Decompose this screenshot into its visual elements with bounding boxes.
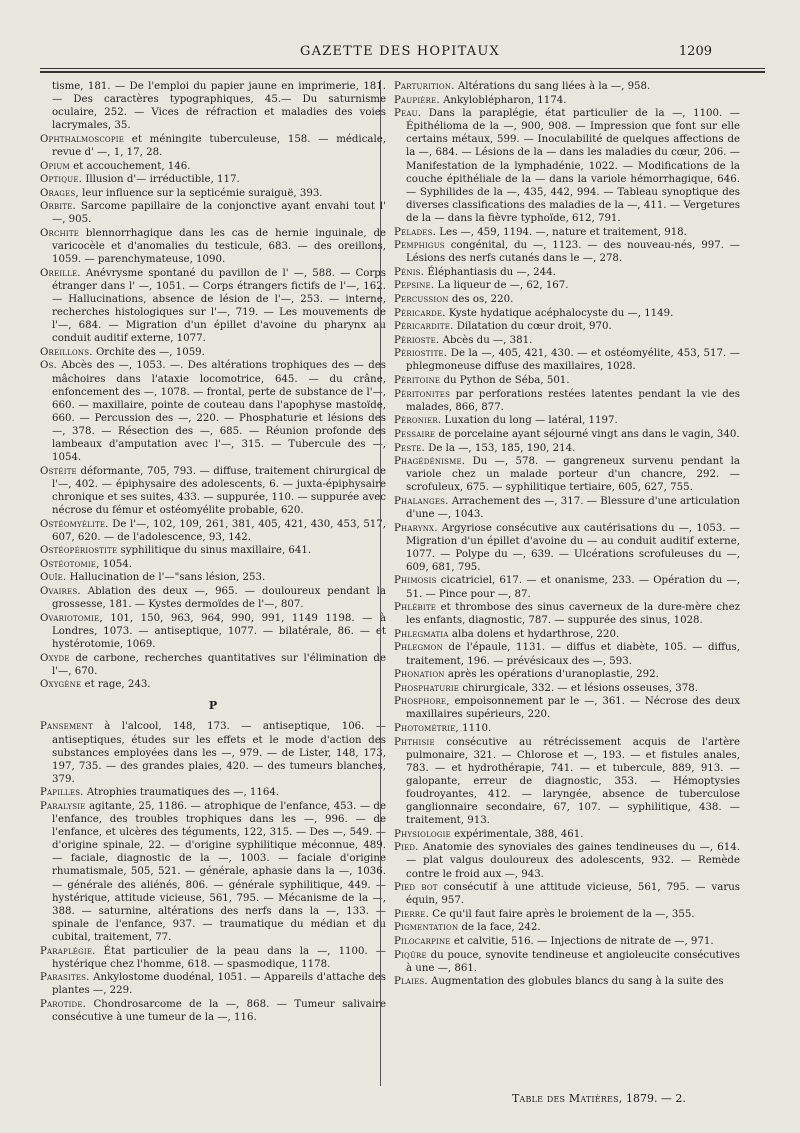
entry-keyword: Pierre. xyxy=(394,908,430,920)
index-entry xyxy=(394,628,740,641)
index-entry xyxy=(394,279,740,292)
entry-text: consécutive au rétrécissement acquis de l'artère pulmonaire, 321. — Chlorose et —, 193. — et fistules anales, 783. — et hydrothérapie, 741. — et tubercule, 889, 913. — galopante, erreur de diagnostic, 353. — Hémoptysies foudroyantes, 412. — laryngée, absence de tuberculose ganglionnaire secondaire, 67, 107. — syphilitique, 438. — traitement, 913. xyxy=(406,736,740,827)
index-entry xyxy=(40,998,386,1024)
index-entry xyxy=(40,652,386,678)
journal-title: GAZETTE DES HOPITAUX xyxy=(300,44,500,59)
entry-keyword: Phlébite xyxy=(394,602,437,614)
entry-keyword: Phosphaturie xyxy=(394,682,460,694)
index-entry xyxy=(394,682,740,695)
index-entry xyxy=(394,722,740,735)
entry-keyword: Papilles. xyxy=(40,787,84,799)
entry-text: et thrombose des sinus caverneux de la dure-mère chez les enfants, diagnostic, 787. — suppurée des sinus, 1028. xyxy=(406,602,740,627)
entry-keyword: Oxygène xyxy=(40,679,82,691)
entry-keyword: Phlegmatia xyxy=(394,628,449,640)
index-entry xyxy=(40,720,386,785)
index-entry xyxy=(394,921,740,934)
index-entry xyxy=(394,975,740,988)
index-entry xyxy=(394,266,740,279)
right-column xyxy=(394,80,740,989)
index-entry xyxy=(394,668,740,681)
index-entry xyxy=(40,187,386,200)
entry-keyword: Ostéotomie, xyxy=(40,558,100,570)
footer-text: 1879. — 2. xyxy=(622,1092,686,1105)
entry-keyword: Oreillons. xyxy=(40,346,93,358)
entry-text: de carbone, recherches quantitatives sur l'élimination de l'—, 670. xyxy=(52,652,386,677)
entry-text: Dilatation du cœur droit, 970. xyxy=(453,321,612,333)
entry-text: Ankylostome duodénal, 1051. — Appareils d'attache des plantes —, 229. xyxy=(52,972,386,997)
entry-keyword: Parotide. xyxy=(40,998,87,1010)
entry-keyword: Ovariotomie, xyxy=(40,612,103,624)
index-entry xyxy=(394,320,740,333)
index-entry xyxy=(394,601,740,627)
column-divider xyxy=(380,80,381,1086)
entry-text: 1110. xyxy=(458,723,492,734)
entry-text: et rage, 243. xyxy=(81,679,151,691)
index-entry xyxy=(394,455,740,494)
entry-text: cicatriciel, 617. — et onanisme, 233. — Opération du —, 51. — Pince pour —, 87. xyxy=(406,575,740,600)
entry-text: par perforations restées latentes pendant la vie des malades, 866, 877. xyxy=(406,388,740,413)
entry-keyword: Peau. xyxy=(394,108,422,120)
index-entry xyxy=(394,374,740,387)
entry-text: empoisonnement par le —, 361. — Nécrose des deux maxillaires supérieurs, 220. xyxy=(406,696,740,721)
index-entry xyxy=(394,574,740,600)
entry-keyword: Optique. xyxy=(40,174,83,186)
entry-keyword: Os. xyxy=(40,360,57,372)
entry-keyword: Physiologie xyxy=(394,828,451,840)
entry-keyword: Piqûre xyxy=(394,949,427,961)
entry-text: De la —, 405, 421, 430. — et ostéomyélite, 453, 517. — phlegmoneuse diffuse des maxillaires, 1028. xyxy=(406,348,740,373)
entry-text: Anatomie des synoviales des gaines tendineuses du —, 614. — plat valgus douloureux des adolescents, 932. — Remède contre le froid aux —, 943. xyxy=(406,842,740,880)
entry-text: expérimentale, 388, 461. xyxy=(450,828,584,840)
entry-keyword: Phosphore, xyxy=(394,696,450,708)
entry-keyword: Périoste. xyxy=(394,334,440,346)
entry-keyword: Pharynx. xyxy=(394,522,438,534)
entry-text: à l'alcool, 148, 173. — antiseptique, 106. — antiseptiques, études sur les effets et le mode d'action des substances employées dans les —, 979. — de Lister, 148, 173, 197, 735. — des grandes plaies, 420. — des tumeurs blanches, 379. xyxy=(52,721,386,785)
entry-text: Anévrysme spontané du pavillon de l' —, 588. — Corps étranger dans l' —, 1051. — Corps étrangers fictifs de l'—, 162. — Hallucinations, absence de lésion de l'—, 253. — interne, recherches histologiques sur l'—, 719. — Les mouvements de l'—, 684. — Migration d'un épillet d'avoine du pharynx au conduit auditif externe, 1077. xyxy=(52,267,386,345)
entry-keyword: Phimosis xyxy=(394,575,437,587)
entry-text: syphilitique du sinus maxillaire, 641. xyxy=(117,545,312,557)
index-entry xyxy=(394,293,740,306)
index-entry xyxy=(394,641,740,667)
entry-keyword: Peste. xyxy=(394,442,425,454)
entry-text: Du —, 578. — gangreneux survenu pendant la variole chez un malade porteur d'un chancre, 292. — scrofuleux, 675. — syphilitique tertiaire, 605, 627, 755. xyxy=(406,456,740,494)
entry-keyword: Ophthalmoscopie xyxy=(40,133,125,145)
index-entry xyxy=(40,945,386,971)
entry-text: Dans la paraplégie, état particulier de la —, 1100. — Épithélioma de la —, 900, 908. — Impression que font sur elle certains métaux, 599. — Inoculabilité de quelques affections de la —, 684. — Lésions de la — dans les maladies du cœur, 206. — Manifestation de la lymphadénie, 1022. — Modifications de la couche épithéliale de la — dans la variole hémorrhagique, 646. — Syphilides de la —, 435, 442, 994. — Tableau synoptique des diverses classifications des maladies de la —, 411. — Vergetures de la — dans la fièvre typhoïde, 612, 791. xyxy=(406,108,740,224)
entry-keyword: Opium xyxy=(40,160,70,172)
index-entry xyxy=(394,949,740,975)
entry-text: de la face, 242. xyxy=(458,922,541,934)
index-entry xyxy=(394,442,740,455)
index-entry xyxy=(394,428,740,441)
entry-keyword: Oxyde xyxy=(40,652,70,664)
entry-keyword: Pelades. xyxy=(394,226,437,238)
entry-text: Orchite des —, 1059. xyxy=(92,346,205,358)
index-entry xyxy=(40,267,386,346)
index-entry xyxy=(40,200,386,226)
index-entry xyxy=(394,828,740,841)
entry-text: Les —, 459, 1194. —, nature et traitement, 918. xyxy=(436,226,687,238)
entry-text: Ablation des deux —, 965. — douloureux pendant la grossesse, 181. — Kystes dermoïdes de l'—, 807. xyxy=(52,586,386,611)
entry-text: après les opérations d'uranoplastie, 292. xyxy=(444,669,659,681)
index-entry xyxy=(394,307,740,320)
index-entry xyxy=(394,495,740,521)
entry-text: La liqueur de —, 62, 167. xyxy=(434,280,569,292)
index-entry xyxy=(394,388,740,414)
index-entry xyxy=(394,347,740,373)
entry-text: Sarcome papillaire de la conjonctive ayant envahi tout l' —, 905. xyxy=(52,201,386,226)
entry-keyword: Pemphigus xyxy=(394,240,445,252)
entry-keyword: Phagédénisme. xyxy=(394,456,466,468)
entry-text: Illusion d'— irréductible, 117. xyxy=(82,174,240,186)
entry-text: État particulier de la peau dans la —, 1100. — hystérique chez l'homme, 618. — spasmodique, 1178. xyxy=(52,945,386,970)
entry-text: blennorrhagique dans les cas de hernie inguinale, de varicocèle et d'anomalies du testicule, 683. — des oreillons, 1059. — parenchymateuse, 1090. xyxy=(52,228,386,266)
entry-keyword: Plaies. xyxy=(394,976,428,988)
header-rule-thin xyxy=(40,68,765,69)
index-entry xyxy=(40,612,386,651)
index-entry xyxy=(394,881,740,907)
entry-keyword: Pied bot xyxy=(394,882,438,894)
entry-keyword: Phalanges. xyxy=(394,495,449,507)
entry-text: Chondrosarcome de la —, 868. — Tumeur salivaire consécutive à une tumeur de la —, 116. xyxy=(52,998,386,1023)
entry-text: Hallucination de l'—"sans lésion, 253. xyxy=(66,572,266,584)
entry-keyword: Péritonites xyxy=(394,388,451,400)
index-entry xyxy=(40,786,386,799)
index-entry xyxy=(40,971,386,997)
entry-keyword: Péricardite. xyxy=(394,321,454,333)
entry-keyword: Pénis. xyxy=(394,266,425,278)
entry-text: consécutif à une attitude vicieuse, 561, 795. — varus équin, 957. xyxy=(406,882,740,907)
index-entry xyxy=(394,107,740,225)
entry-keyword: Pilocarpine xyxy=(394,936,451,947)
index-entry xyxy=(394,522,740,574)
index-entry xyxy=(40,346,386,359)
entry-keyword: Ouïe. xyxy=(40,572,67,584)
entry-text: et méningite tuberculeuse, 158. — médicale, revue d' —, 1, 17, 28. xyxy=(52,133,386,158)
entry-keyword: Pansement xyxy=(40,721,93,733)
entry-keyword: Photométrie, xyxy=(394,723,459,734)
entry-keyword: Paupière. xyxy=(394,94,440,106)
entry-keyword: Orages, xyxy=(40,187,79,199)
entry-keyword: Phlegmon xyxy=(394,642,443,654)
entry-text: Luxation du long — latéral, 1197. xyxy=(441,415,618,427)
entry-text: De la —, 153, 185, 190, 214. xyxy=(424,442,576,454)
index-entry xyxy=(40,544,386,557)
entry-text: et calvitie, 516. — Injections de nitrate de —, 971. xyxy=(450,936,714,947)
entry-text: et accouchement, 146. xyxy=(69,160,191,172)
index-entry xyxy=(40,160,386,173)
page-header xyxy=(0,44,800,66)
page-footer xyxy=(512,1092,686,1105)
left-column xyxy=(40,80,386,1025)
entry-keyword: Pepsine. xyxy=(394,280,435,292)
entry-text: 1054. xyxy=(99,558,132,570)
index-entry xyxy=(40,518,386,544)
entry-text: Éléphantiasis du —, 244. xyxy=(424,266,556,278)
entry-text: Abcès des —, 1053. —. Des altérations trophiques des — des mâchoires dans l'ataxie locomotrice, 645. — du crâne, enfoncement des —, 1078. — frontal, perte de substance de l'—, 660. — maxillaire, pointe de couteau dans l'apophyse mastoïde, 660. — Percussion des —, 220. — Phosphaturie et lésions des —, 378. — Résection des —, 685. — Réunion profonde des lambeaux d'amputation avec l'—, 315. — Tubercule des —, 1054. xyxy=(52,360,386,464)
header-rule-thick xyxy=(40,71,765,73)
entry-keyword: Pigmentation xyxy=(394,922,459,934)
entry-text: Ce qu'il faut faire après le broiement de la —, 355. xyxy=(429,908,695,920)
entry-keyword: Paraplégie. xyxy=(40,945,96,957)
entry-text: agitante, 25, 1186. — atrophique de l'enfance, 453. — de l'enfance, des troubles trophiques dans les —, 996. — de l'enfance, et ulcères des téguments, 122, 315. — Des —, 549. — d'origine spinale, 22. — d'origine syphilitique méconnue, 489. — faciale, diagnostic de la —, 1003. — faciale d'origine rhumatismale, 505, 521. — générale, aphasie dans la —, 1036. — générale des aliénés, 806. — générale syphilitique, 449. — hystérique, attitude vicieuse, 561, 795. — Mécanisme de la —, 388. — saturnine, altérations des nerfs dans la —, 133. — spinale de l'enfance, 937. — traumatique du médian et du cubital, traitement, 77. xyxy=(52,800,386,943)
entry-keyword: Parasites. xyxy=(40,972,90,984)
entry-keyword: Ostéite xyxy=(40,465,77,477)
section-letter: P xyxy=(208,699,218,713)
entry-text: Kyste hydatique acéphalocyste du —, 1149. xyxy=(445,307,674,319)
index-entry xyxy=(394,94,740,107)
entry-text: Augmentation des globules blancs du sang à la suite des xyxy=(427,976,724,988)
index-entry xyxy=(40,80,386,132)
entry-text: des os, 220. xyxy=(448,294,514,305)
index-entry xyxy=(394,80,740,93)
entry-keyword: Périostite. xyxy=(394,348,448,360)
entry-text: Altérations du sang liées à la —, 958. xyxy=(454,81,651,92)
footer-label: Table des Matières, xyxy=(512,1092,623,1105)
entry-keyword: Parturition. xyxy=(394,81,455,92)
entry-keyword: Ostéomyélite. xyxy=(40,518,109,530)
entry-keyword: Pied. xyxy=(394,842,419,854)
index-entry xyxy=(394,935,740,948)
entry-keyword: Péricarde. xyxy=(394,307,446,319)
entry-keyword: Ovaires. xyxy=(40,586,81,598)
entry-text: leur influence sur la septicémie suraiguë, 393. xyxy=(78,187,323,199)
entry-text: congénital, du —, 1123. — des nouveau-nés, 997. — Lésions des nerfs cutanés dans le —, 278. xyxy=(406,240,740,265)
entry-text: Ankyloblépharon, 1174. xyxy=(439,94,567,106)
index-entry xyxy=(40,678,386,691)
entry-text: chirurgicale, 332. — et lésions osseuses, 378. xyxy=(459,682,698,694)
index-entry xyxy=(394,239,740,265)
entry-keyword: Phonation xyxy=(394,669,445,681)
entry-text: Atrophies traumatiques des —, 1164. xyxy=(83,787,280,799)
index-entry xyxy=(394,226,740,239)
entry-text: Arrachement des —, 317. — Blessure d'une articulation d'une —, 1043. xyxy=(406,495,740,520)
entry-text: 101, 150, 963, 964, 990, 991, 1149 1198. — à Londres, 1073. — antiseptique, 1077. — bilatérale, 86. — et hystérotomie, 1069. xyxy=(52,612,386,650)
index-entry xyxy=(40,571,386,584)
entry-text: du Python de Séba, 501. xyxy=(440,375,570,387)
index-entry xyxy=(40,359,386,464)
entry-text: de l'épaule, 1131. — diffus et diabète, 105. — diffus, traitement, 196. — prévésicaux des —, 593. xyxy=(406,642,740,667)
index-entry xyxy=(40,800,386,944)
index-entry xyxy=(394,841,740,880)
index-entry xyxy=(40,173,386,186)
entry-text: Argyriose consécutive aux cautérisations du —, 1053. — Migration d'un épillet d'avoine du — au conduit auditif externe, 1077. — Polype du —, 639. — Ulcérations scrofuleuses du —, 609, 681, 795. xyxy=(406,522,740,573)
entry-text: tisme, 181. — De l'emploi du papier jaune en imprimerie, 181. — Des caractères typographiques, 45.— Du saturnisme oculaire, 252. — Vices de réfraction et maladies des voies lacrymales, 35. xyxy=(52,81,386,132)
entry-keyword: Péronier. xyxy=(394,415,442,427)
entry-text: alba dolens et hydarthrose, 220. xyxy=(448,628,620,640)
page-number: 1209 xyxy=(678,44,712,59)
entry-keyword: Paralysie xyxy=(40,800,86,812)
index-entry xyxy=(394,695,740,721)
index-entry xyxy=(40,133,386,159)
entry-keyword: Orbite. xyxy=(40,201,76,213)
index-entry xyxy=(394,736,740,828)
index-entry xyxy=(394,334,740,347)
index-entry xyxy=(40,585,386,611)
entry-keyword: Percussion xyxy=(394,294,449,305)
index-entry xyxy=(40,465,386,517)
entry-keyword: Pessaire xyxy=(394,428,436,440)
entry-text: déformante, 705, 793. — diffuse, traitement chirurgical de l'—, 402. — épiphysaire des adolescents, 6. — juxta-épiphysaire chronique et ses suites, 433. — suppurée, 110. — suppurée avec nécrose du fémur et ostéomyélite probable, 620. xyxy=(52,465,387,516)
entry-keyword: Phthisie xyxy=(394,736,435,748)
index-entry xyxy=(394,414,740,427)
entry-text: du pouce, synovite tendineuse et angioleucite consécutives à une —, 861. xyxy=(406,949,740,974)
entry-keyword: Orchite xyxy=(40,228,80,240)
index-entry xyxy=(40,227,386,266)
entry-keyword: Oreille. xyxy=(40,267,81,279)
index-entry xyxy=(394,908,740,921)
entry-keyword: Péritoine xyxy=(394,375,441,387)
entry-text: De l'—, 102, 109, 261, 381, 405, 421, 430, 453, 517, 607, 620. — de l'adolescence, 93, 142. xyxy=(52,518,386,543)
entry-text: de porcelaine ayant séjourné vingt ans dans le vagin, 340. xyxy=(435,428,740,440)
index-entry xyxy=(40,558,386,571)
entry-text: Abcès du —, 381. xyxy=(439,334,533,346)
entry-keyword: Ostéopériostite xyxy=(40,545,118,557)
